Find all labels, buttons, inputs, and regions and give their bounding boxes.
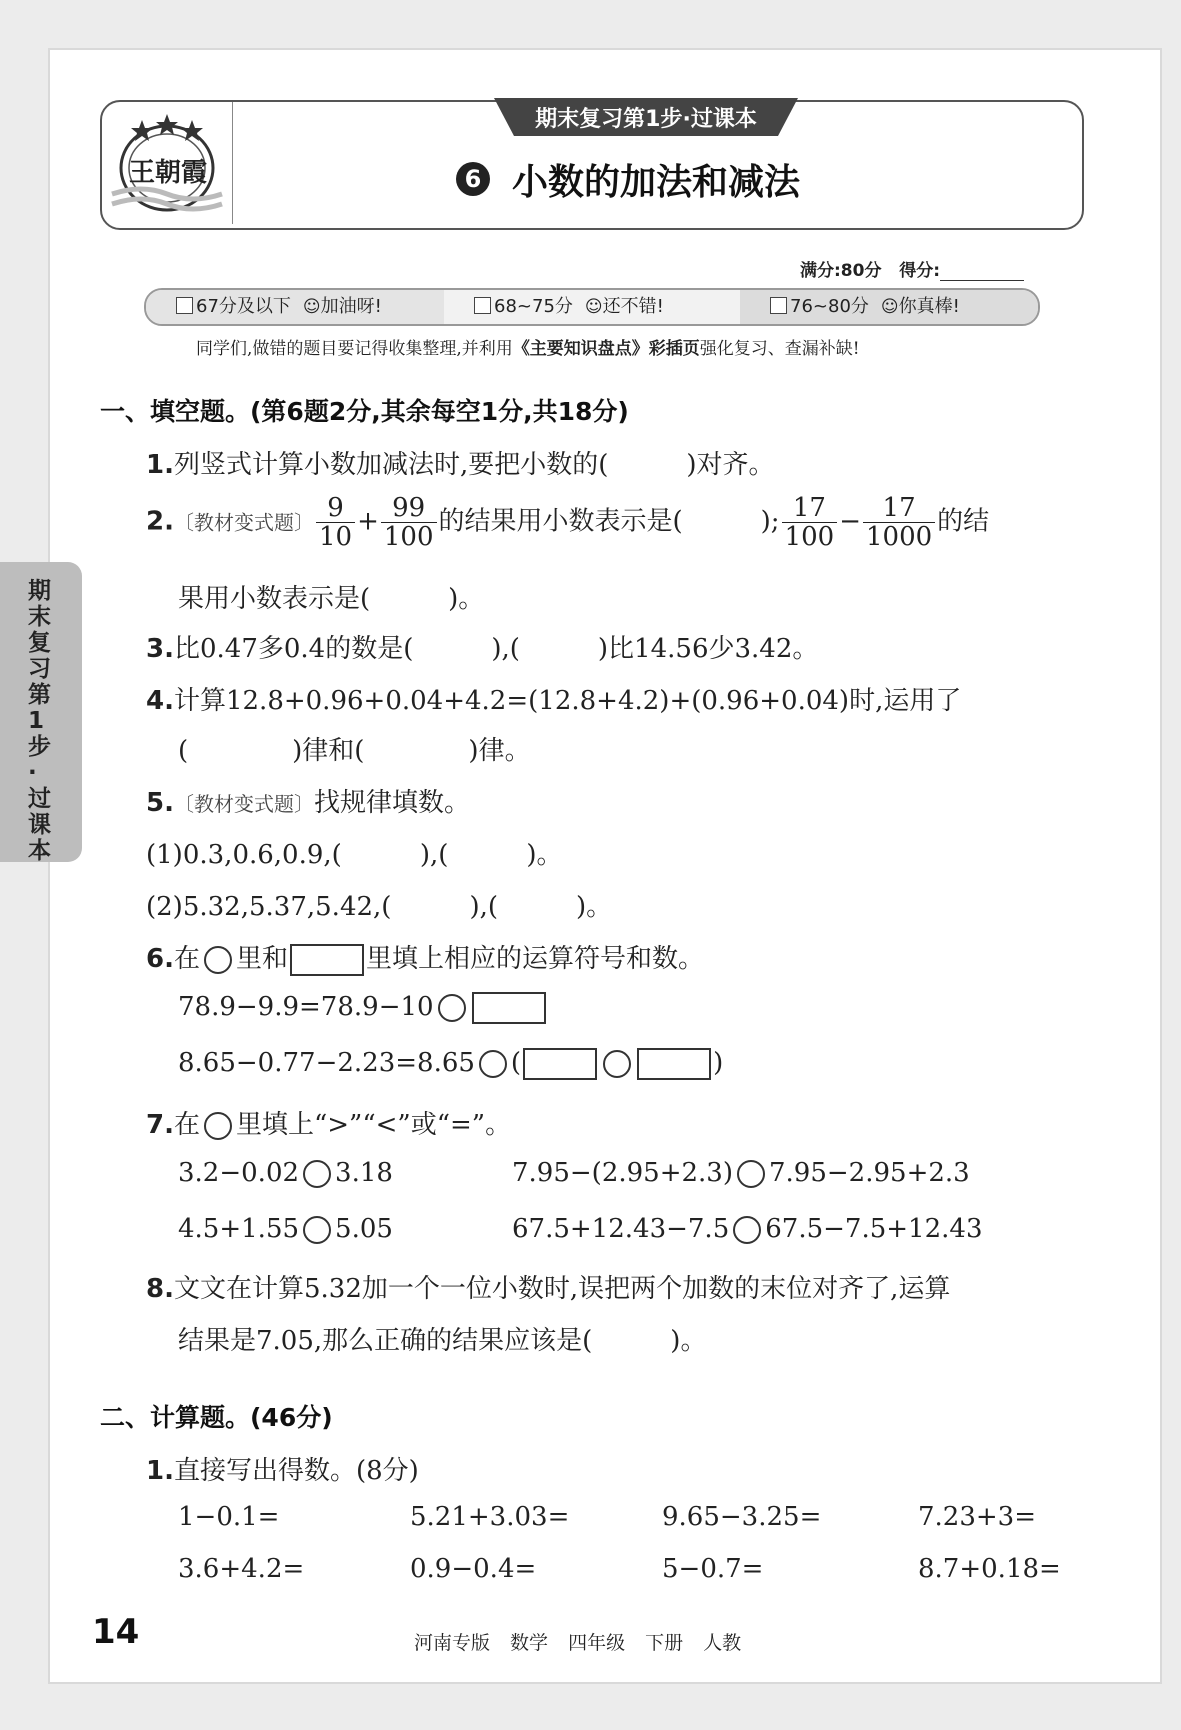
question-text: 的结: [937, 506, 990, 537]
answer-box[interactable]: [472, 992, 546, 1024]
lesson-title: 小数的加法和减法: [512, 162, 801, 203]
expression: 67.5+12.43−7.5: [512, 1214, 730, 1244]
section-title: 二、计算题。(46分): [100, 1403, 333, 1432]
calc-expr: 3.6+4.2=: [178, 1554, 305, 1584]
question-5: [146, 782, 470, 819]
rating-segment: [444, 290, 740, 324]
rating-checkbox[interactable]: [474, 297, 491, 314]
question-number: 1.: [146, 1456, 174, 1486]
question-8: [146, 1268, 950, 1305]
question-text: 文文在计算5.32加一个一位小数时,误把两个加数的末位对齐了,运算: [173, 1274, 951, 1304]
expression: 67.5−7.5+12.43: [765, 1214, 983, 1244]
note-text: 同学们,做错的题目要记得收集整理,并利用: [196, 339, 513, 359]
question-4: [146, 680, 961, 717]
question-7: [146, 1104, 511, 1141]
rating-checkbox[interactable]: [770, 297, 787, 314]
compare-circle[interactable]: [733, 1216, 761, 1244]
rating-range: 67分及以下: [196, 296, 291, 317]
score-line: [800, 256, 1024, 281]
rating-segment: [740, 290, 1038, 324]
expression: 78.9−9.9=78.9−10: [178, 992, 434, 1022]
score-blank[interactable]: [940, 262, 1024, 281]
calc-question-1: [146, 1450, 419, 1487]
calc-expr: 8.7+0.18=: [918, 1554, 1061, 1584]
paren: ): [713, 1048, 724, 1078]
smiley-icon: ☺: [584, 297, 603, 317]
note-text: 强化复习、查漏补缺!: [699, 339, 860, 359]
rating-range: 76~80分: [790, 296, 869, 317]
side-tab: [0, 562, 82, 862]
operator-circle[interactable]: [479, 1050, 507, 1078]
lesson-number-badge: 6: [456, 162, 490, 196]
question-text: 的结果用小数表示是( );: [438, 506, 780, 537]
question-number: 1.: [146, 450, 174, 480]
question-number: 2.: [146, 506, 174, 537]
question-number: 5.: [146, 788, 174, 818]
question-text: 计算12.8+0.96+0.04+4.2=(12.8+4.2)+(0.96+0.04)时,运用了: [173, 686, 962, 716]
operator: +: [357, 506, 379, 537]
calc-expr: 5−0.7=: [662, 1554, 764, 1584]
question-6-expr2: [178, 1048, 723, 1080]
question-1: [146, 444, 775, 481]
expression: 3.18: [335, 1158, 393, 1188]
question-number: 3.: [146, 634, 174, 664]
logo-text: 王朝霞: [128, 158, 207, 188]
question-text: 列竖式计算小数加减法时,要把小数的( )对齐。: [173, 450, 775, 480]
fraction: $\frac{9}{10}$: [316, 494, 355, 551]
calc-expr: 1−0.1=: [178, 1502, 280, 1532]
operator: −: [839, 506, 861, 537]
smiley-icon: ☺: [302, 297, 321, 317]
question-5-part1: (1)0.3,0.6,0.9,( ),( )。: [146, 840, 563, 870]
fraction: $\frac{17}{1000}$: [863, 494, 935, 551]
study-note: [196, 334, 860, 359]
full-score: 满分:80分: [800, 261, 882, 281]
paren: (: [510, 1048, 522, 1078]
fraction: $\frac{17}{100}$: [782, 494, 838, 551]
expression: 3.2−0.02: [178, 1158, 300, 1188]
side-tab-label: 期末复习第1步·过课本: [28, 578, 51, 864]
question-text: 里填上“>”“<”或“=”。: [235, 1110, 512, 1140]
publisher-logo: [102, 102, 233, 224]
question-number: 6.: [146, 944, 174, 974]
calc-expr: 7.23+3=: [918, 1502, 1037, 1532]
smiley-icon: ☺: [880, 297, 899, 317]
score-label: 得分:: [899, 261, 941, 281]
question-number: 7.: [146, 1110, 174, 1140]
answer-box[interactable]: [523, 1048, 597, 1080]
question-number: 8.: [146, 1274, 174, 1304]
compare-circle[interactable]: [303, 1160, 331, 1188]
section-title: 一、填空题。(第6题2分,其余每空1分,共18分): [100, 397, 629, 426]
operator-circle[interactable]: [603, 1050, 631, 1078]
rating-range: 68~75分: [494, 296, 573, 317]
question-4-line2: ( )律和( )律。: [178, 736, 531, 766]
rating-comment: 你真棒!: [898, 296, 960, 317]
page-number: 14: [92, 1612, 140, 1652]
compare-3: [178, 1214, 393, 1244]
question-6-expr1: [178, 992, 548, 1024]
question-2-line2: 果用小数表示是( )。: [178, 584, 485, 614]
operator-circle[interactable]: [438, 994, 466, 1022]
rating-comment: 还不错!: [602, 296, 664, 317]
expression: 5.05: [335, 1214, 393, 1244]
question-number: 4.: [146, 686, 174, 716]
footer-text: 河南专版 数学 四年级 下册 人教: [414, 1632, 742, 1654]
header-box: [100, 100, 1084, 230]
answer-box[interactable]: [637, 1048, 711, 1080]
banner-text: 期末复习第1步·过课本: [535, 107, 757, 132]
circle-icon: [204, 1112, 232, 1140]
expression: 8.65−0.77−2.23=8.65: [178, 1048, 475, 1078]
question-3: [146, 628, 818, 665]
rating-segment: [146, 290, 444, 324]
question-text: 在: [173, 1110, 200, 1140]
rating-comment: 加油呀!: [320, 296, 382, 317]
header-banner: [494, 98, 798, 138]
expression: 7.95−(2.95+2.3): [512, 1158, 733, 1188]
question-5-part2: (2)5.32,5.37,5.42,( ),( )。: [146, 892, 613, 922]
question-8-line2: 结果是7.05,那么正确的结果应该是( )。: [178, 1326, 707, 1356]
question-text: 找规律填数。: [313, 788, 470, 818]
expression: 4.5+1.55: [178, 1214, 300, 1244]
rating-bar: [144, 288, 1040, 326]
circle-icon: [204, 946, 232, 974]
note-book: 《主要知识盘点》彩插页: [512, 339, 700, 359]
question-text: 里填上相应的运算符号和数。: [366, 944, 705, 974]
question-text: 比0.47多0.4的数是( ),( )比14.56少3.42。: [173, 634, 819, 664]
compare-1: [178, 1158, 393, 1188]
compare-2: [512, 1158, 970, 1188]
calc-expr: 9.65−3.25=: [662, 1502, 822, 1532]
calc-expr: 5.21+3.03=: [410, 1502, 570, 1532]
calc-expr: 0.9−0.4=: [410, 1554, 537, 1584]
compare-circle[interactable]: [303, 1216, 331, 1244]
compare-4: [512, 1214, 983, 1244]
expression: 7.95−2.95+2.3: [769, 1158, 970, 1188]
rating-checkbox[interactable]: [176, 297, 193, 314]
question-text: 在: [173, 944, 200, 974]
question-2: [146, 494, 989, 551]
fraction: $\frac{99}{100}$: [381, 494, 437, 551]
question-tag: 〔教材变式题〕: [173, 792, 314, 816]
question-tag: 〔教材变式题〕: [173, 510, 314, 535]
compare-circle[interactable]: [737, 1160, 765, 1188]
question-text: 里和: [235, 944, 288, 974]
question-6: [146, 938, 704, 976]
box-icon: [290, 944, 364, 976]
question-text: 直接写出得数。(8分): [173, 1456, 419, 1486]
